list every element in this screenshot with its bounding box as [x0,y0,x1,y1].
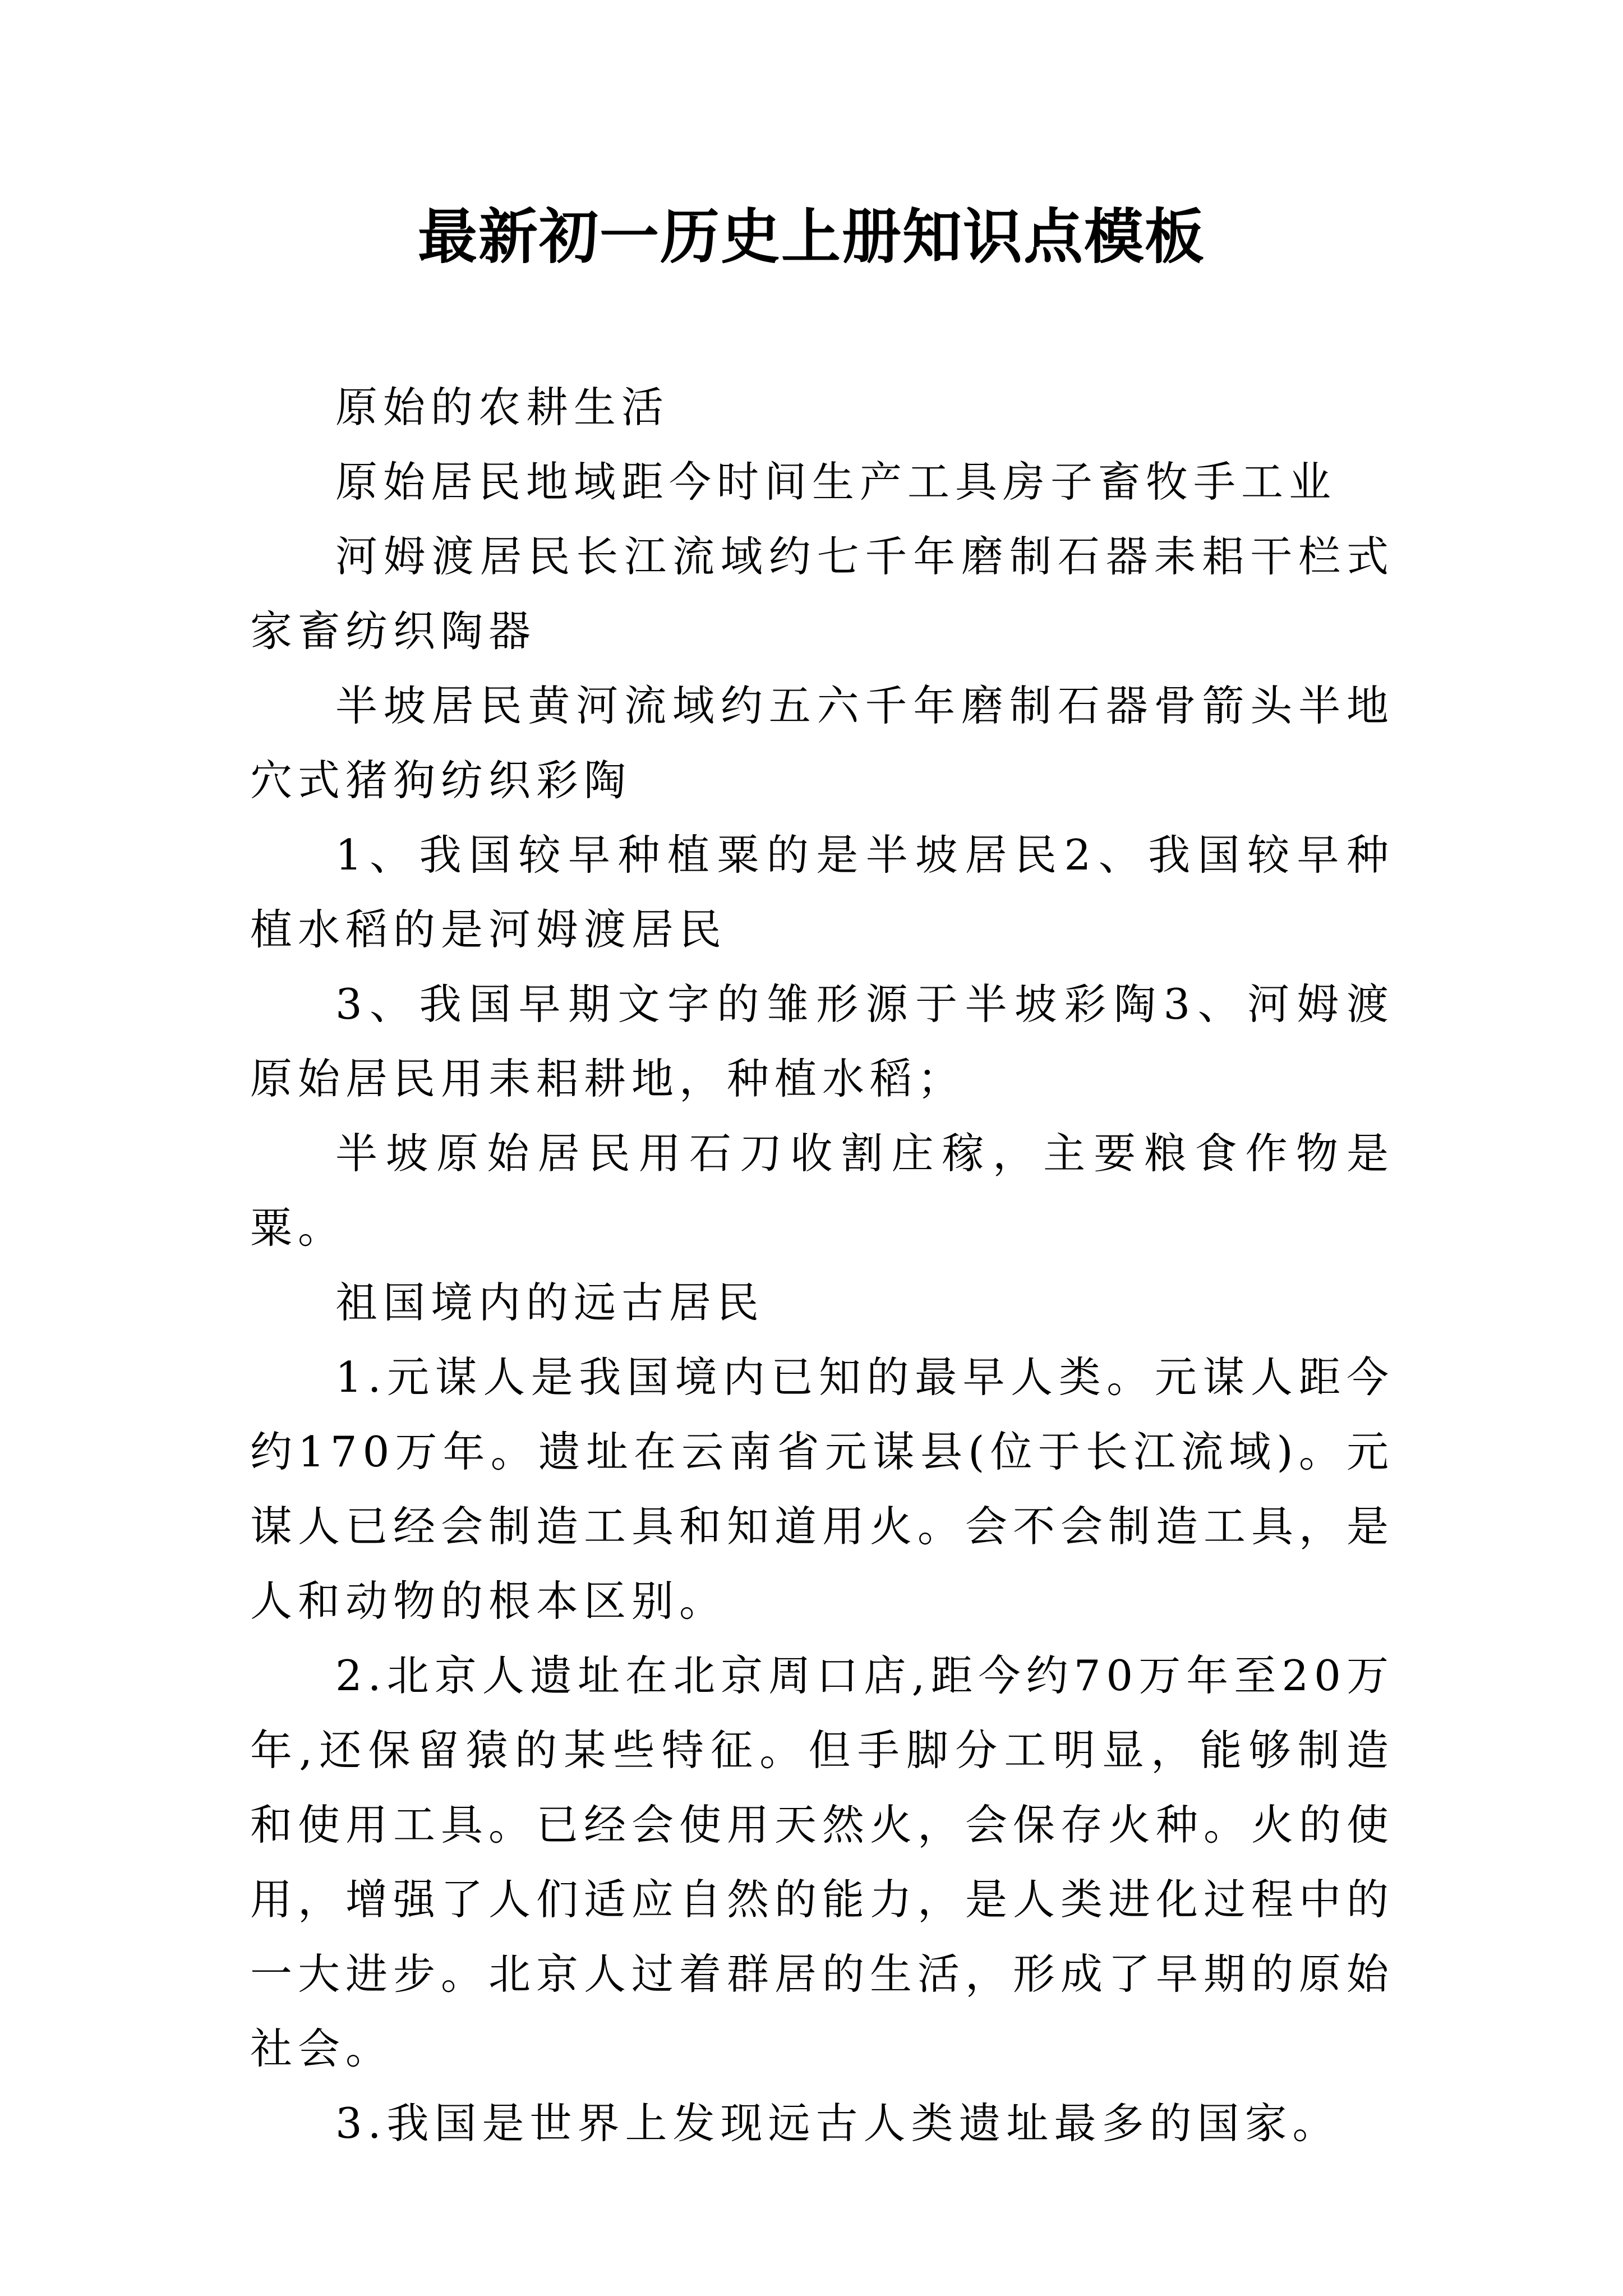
paragraph-9: 1.元谋人是我国境内已知的最早人类。元谋人距今约170万年。遗址在云南省元谋县(位于长江流域)。元谋人已经会制造工具和知道用火。会不会制造工具，是人和动物的根本区别。 [250,1352,1395,1626]
document-body [250,370,1394,2161]
paragraph-3: 河姆渡居民长江流域约七千年磨制石器耒耜干栏式家畜纺织陶器 [250,532,1394,656]
paragraph-10: 2.北京人遗址在北京周口店,距今约70万年至20万年,还保留猿的某些特征。但手脚分工明显，能够制造和使用工具。已经会使用天然火，会保存火种。火的使用，增强了人们适应自然的能力，是人类进化过程中的一大进步。北京人过着群居的生活，形成了早期的原始社会。 [250,1651,1395,2073]
paragraph-4: 半坡居民黄河流域约五六千年磨制石器骨箭头半地穴式猪狗纺织彩陶 [250,681,1394,805]
paragraph-8: 祖国境内的远古居民 [335,1278,765,1327]
document-title: 最新初一历史上册知识点模板 [418,201,1205,272]
paragraph-7: 半坡原始居民用石刀收割庄稼，主要粮食作物是粟。 [250,1129,1394,1253]
paragraph-2: 原始居民地域距今时间生产工具房子畜牧手工业 [335,457,1337,507]
paragraph-5: 1、我国较早种植粟的是半坡居民2、我国较早种植水稻的是河姆渡居民 [250,830,1394,954]
paragraph-1: 原始的农耕生活 [335,383,670,432]
paragraph-11: 3.我国是世界上发现远古人类遗址最多的国家。 [335,2099,1340,2148]
paragraph-6: 3、我国早期文字的雏形源于半坡彩陶3、河姆渡原始居民用耒耜耕地，种植水稻； [250,979,1394,1103]
